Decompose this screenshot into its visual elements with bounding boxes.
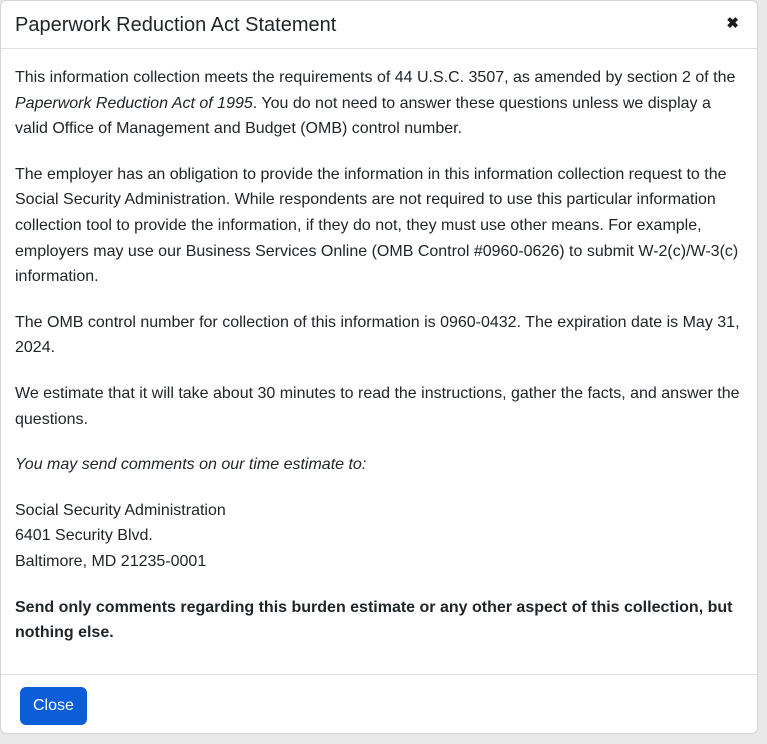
p1-italic-act-name: Paperwork Reduction Act of 1995: [15, 94, 253, 112]
close-button[interactable]: Close: [20, 687, 87, 725]
close-icon[interactable]: ✖: [722, 13, 743, 35]
modal-header: [1, 1, 757, 49]
paragraph-collection-requirements: [15, 65, 743, 142]
paragraph-send-comments: You may send comments on our time estimate to:: [15, 456, 367, 474]
address-block: [15, 498, 743, 575]
address-line-3: Baltimore, MD 21235-0001: [15, 552, 207, 570]
paragraph-employer-obligation: The employer has an obligation to provide the information in this information collection request to the Social Security Administration. While respondents are not required to use this particular information collection tool to provide the information, if they do not, they must use other means. For example, employers may use our Business Services Online (OMB Control #0960-0626) to submit W-2(c)/W-3(c) information.: [15, 165, 739, 286]
address-line-1: Social Security Administration: [15, 501, 226, 519]
p1-text-before: This information collection meets the requirements of 44 U.S.C. 3507, as amended by section 2 of the: [15, 69, 736, 86]
p1-text-after: . You do not need to answer these questions unless we display a valid Office of Management and Budget (OMB) control number.: [15, 94, 711, 138]
modal-title: Paperwork Reduction Act Statement: [15, 14, 337, 36]
modal-body: [1, 49, 757, 674]
paragraph-burden-estimate-note: Send only comments regarding this burden estimate or any other aspect of this collection, but nothing else.: [15, 598, 733, 642]
modal-footer: [1, 674, 757, 737]
address-line-2: 6401 Security Blvd.: [15, 527, 153, 545]
paragraph-time-estimate: We estimate that it will take about 30 minutes to read the instructions, gather the facts, and answer the questions.: [15, 384, 740, 428]
paragraph-omb-control-number: The OMB control number for collection of this information is 0960-0432. The expiration date is May 31, 2024.: [15, 313, 740, 357]
